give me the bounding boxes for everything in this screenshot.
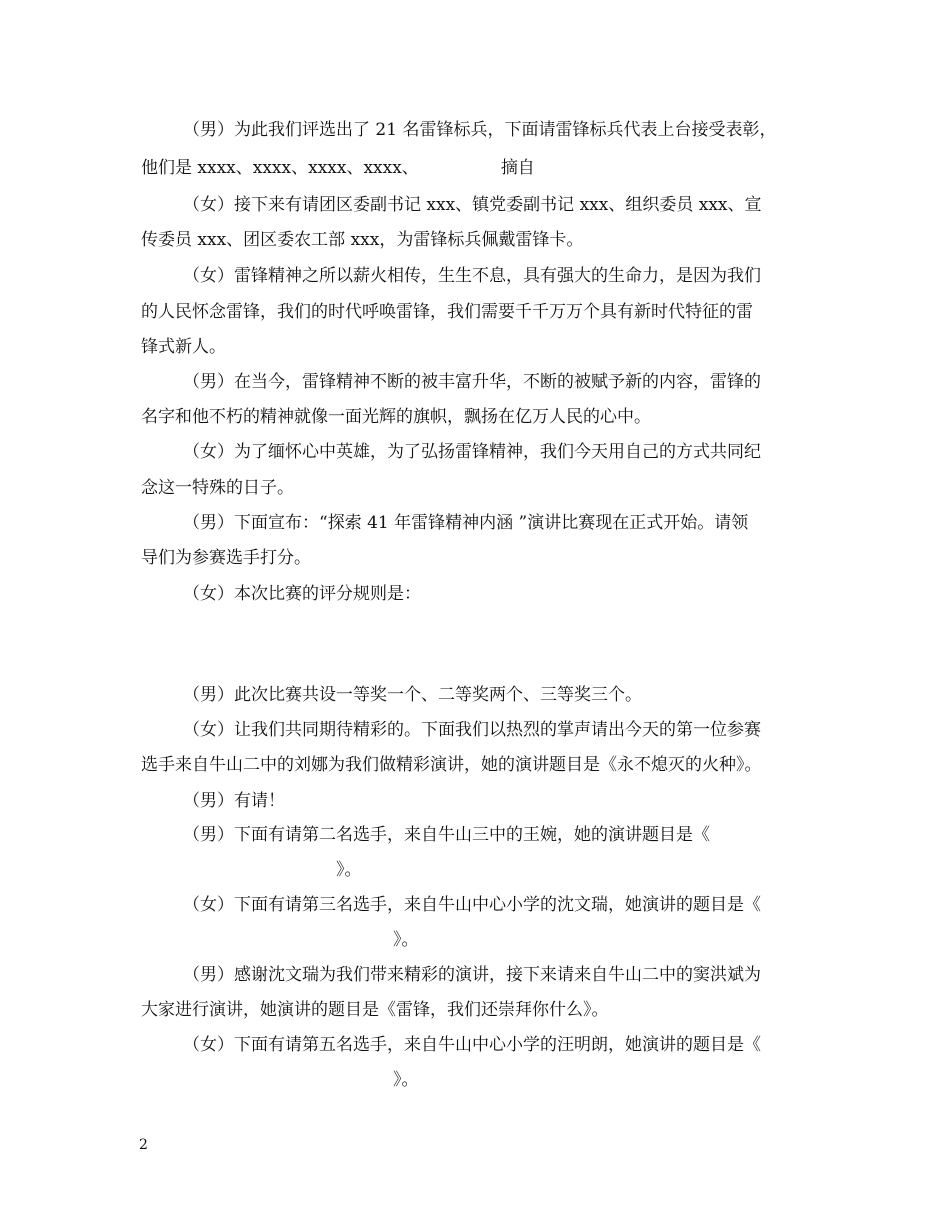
text-line: 摘自 — [500, 158, 535, 178]
text-line: 名字和他不朽的精神就像一面光辉的旗帜，飘扬在亿万人民的心中。 — [141, 407, 651, 427]
paragraph-line — [0, 370, 761, 394]
paragraph-line — [0, 335, 226, 359]
paragraph-line — [0, 193, 762, 217]
paragraph-line — [0, 511, 748, 535]
paragraph-line — [0, 1033, 761, 1057]
text-line: 大家进行演讲，她演讲的题目是《雷锋，我们还崇拜你什么》。 — [141, 1000, 609, 1020]
text-line: （女）下面有请第五名选手，来自牛山中心小学的汪明朗，她演讲的题目是《 — [183, 1035, 761, 1055]
paragraph-line — [0, 893, 761, 917]
text-line: （女）为了缅怀心中英雄，为了弘扬雷锋精神，我们今天用自己的方式共同纪 — [183, 442, 761, 462]
paragraph-line — [0, 264, 761, 288]
text-line: 锋式新人。 — [141, 337, 226, 357]
text-line: （女）下面有请第三名选手，来自牛山中心小学的沈文瑞，她演讲的题目是《 — [183, 895, 761, 915]
text-line: 念这一特殊的日子。 — [141, 478, 294, 498]
paragraph-line — [0, 789, 285, 813]
paragraph-line — [0, 753, 762, 777]
text-line: 选手来自牛山二中的刘娜为我们做精彩演讲，她的演讲题目是《永不熄灭的火种》。 — [141, 755, 762, 775]
paragraph-line — [0, 858, 362, 882]
text-line: （男）在当今，雷锋精神不断的被丰富升华，不断的被赋予新的内容，雷锋的 — [183, 372, 761, 392]
text-line: （女）让我们共同期待精彩的。下面我们以热烈的掌声请出今天的第一位参赛 — [183, 720, 761, 740]
text-line: （女）本次比赛的评分规则是： — [183, 584, 421, 604]
text-line: 的人民怀念雷锋，我们的时代呼唤雷锋，我们需要千千万万个具有新时代特征的雷 — [141, 302, 753, 322]
text-line: 》。 — [336, 860, 362, 880]
text-line: （男）为此我们评选出了 21 名雷锋标兵，下面请雷锋标兵代表上台接受表彰， — [183, 120, 777, 140]
paragraph-line — [0, 476, 294, 500]
paragraph-line — [0, 1068, 419, 1092]
page-number: 2 — [139, 1137, 148, 1153]
paragraph-line — [0, 546, 311, 570]
text-line: 》。 — [393, 930, 419, 950]
text-line: （男）此次比赛共设一等奖一个、二等奖两个、三等奖三个。 — [183, 685, 642, 705]
paragraph-line — [0, 823, 710, 847]
paragraph-line — [0, 963, 761, 987]
text-line: （女）雷锋精神之所以薪火相传，生生不息，具有强大的生命力，是因为我们 — [183, 266, 761, 286]
text-line: （女）接下来有请团区委副书记 xxx、镇党委副书记 xxx、组织委员 xxx、宣 — [183, 195, 762, 215]
text-line: （男）有请！ — [183, 791, 285, 811]
paragraph-line — [0, 440, 761, 464]
paragraph-line — [0, 718, 761, 742]
paragraph-line — [0, 582, 421, 606]
paragraph-line — [0, 683, 642, 707]
text-line: 他们是 xxxx、xxxx、xxxx、xxxx、 — [141, 158, 419, 178]
text-line: 传委员 xxx、团区委农工部 xxx，为雷锋标兵佩戴雷锋卡。 — [141, 230, 584, 250]
paragraph-line — [0, 998, 609, 1022]
text-line: 》。 — [393, 1070, 419, 1090]
text-line: （男）感谢沈文瑞为我们带来精彩的演讲，接下来请来自牛山二中的窦洪斌为 — [183, 965, 761, 985]
text-line: 导们为参赛选手打分。 — [141, 548, 311, 568]
paragraph-line — [0, 405, 651, 429]
text-line: （男）下面宣布：“探索 41 年雷锋精神内涵 ”演讲比赛现在正式开始。请领 — [183, 513, 749, 533]
paragraph-line — [0, 228, 583, 252]
text-line: （男）下面有请第二名选手，来自牛山三中的王婉，她的演讲题目是《 — [183, 825, 710, 845]
paragraph-line — [0, 156, 535, 180]
paragraph-line — [0, 118, 776, 142]
paragraph-line — [0, 300, 753, 324]
paragraph-line — [0, 928, 419, 952]
